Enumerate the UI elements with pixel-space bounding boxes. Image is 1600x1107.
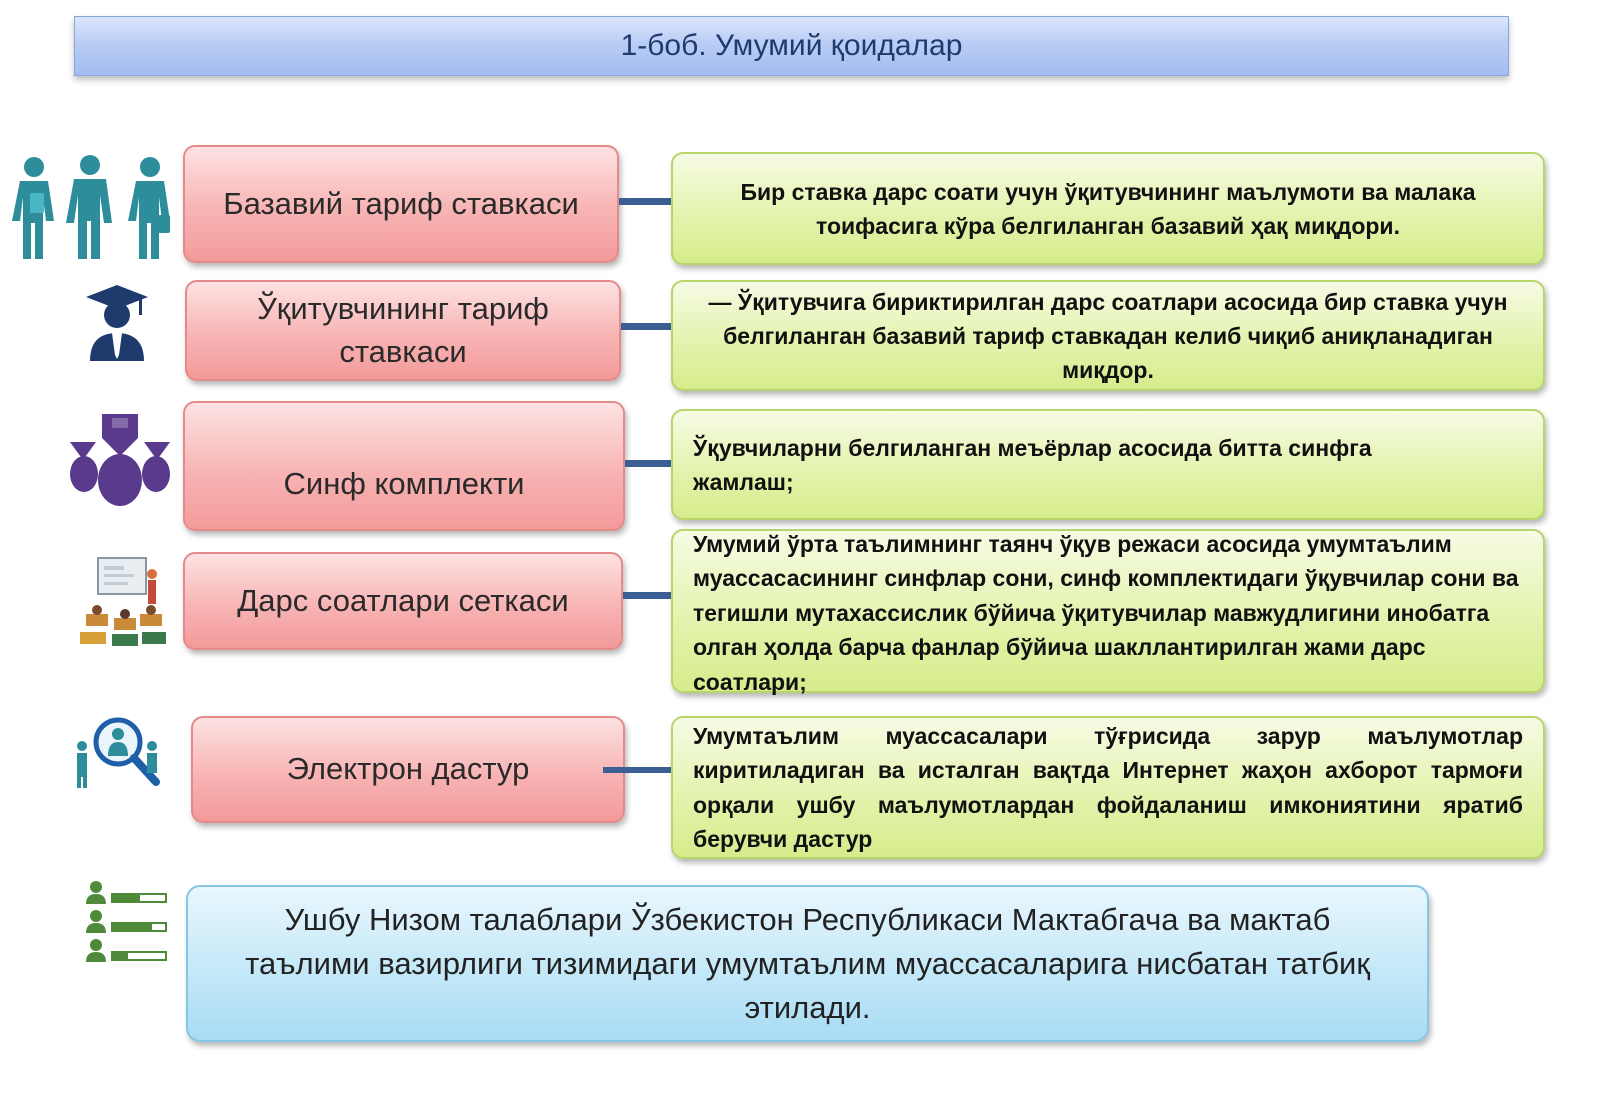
classroom-icon — [76, 556, 170, 648]
connector-line — [623, 592, 671, 599]
term-label: Дарс соатлари сеткаси — [237, 582, 569, 618]
description-box-teacher-tariff — [671, 280, 1545, 391]
term-label: Синф комплекти — [283, 465, 525, 501]
description-box-electronic-program — [671, 716, 1545, 859]
description-text: Умумий ўрта таълимнинг таянч ўқув режаси асосида умумтаълим муассасасининг синфлар сони, синф комплектидаги ўқувчилар сони ва тегишли мутахассислик бўйича ўқитувчилар мавжудлигини инобатга олган ҳолда барча фанлар бўйича шакллантирилган жами дарс соатлари; — [693, 530, 1519, 695]
term-box-base-tariff — [183, 145, 619, 263]
description-text: — Ўқитувчига бириктирилган дарс соатлари асосида бир ставка учун белгиланган базавий тариф ставкадан келиб чиқиб аниқланадиган миқдор. — [708, 288, 1508, 383]
term-box-class-complex — [183, 401, 625, 531]
ranking-list-icon — [82, 880, 172, 966]
connector-line — [621, 323, 671, 330]
search-people-icon — [72, 716, 162, 790]
term-box-teacher-tariff — [185, 280, 621, 381]
term-box-electronic-program — [191, 716, 625, 823]
description-box-base-tariff — [671, 152, 1545, 265]
group-icon — [68, 412, 172, 510]
footer-text: Ушбу Низом талаблари Ўзбекистон Республикаси Мактабгача ва мактаб таълими вазирлиги тизимидаги умумтаълим муассасаларига нисбатан татбиқ этилади. — [245, 901, 1370, 1025]
description-box-lesson-grid — [671, 529, 1545, 693]
term-label: Электрон дастур — [286, 751, 530, 787]
business-people-icon — [8, 155, 173, 263]
description-text: Умумтаълим муассасалари тўғрисида зарур маълумотлар киритиладиган ва исталган вақтда Интернет жаҳон ахборот тармоғи орқали ушбу маълумотлардан фойдаланиш имкониятини яратиб берувчи дастур — [693, 722, 1523, 852]
page-title-text: 1-боб. Умумий қоидалар — [620, 29, 963, 62]
term-label: Ўқитувчининг тариф ставкаси — [257, 290, 549, 369]
connector-line — [619, 198, 671, 205]
description-text: Ўқувчиларни белгиланган меъёрлар асосида битта синфга жамлаш; — [693, 434, 1372, 495]
graduate-icon — [84, 283, 150, 363]
description-box-class-complex — [671, 409, 1545, 520]
page-title — [74, 16, 1509, 76]
connector-line — [625, 460, 671, 467]
term-label: Базавий тариф ставкаси — [223, 185, 579, 221]
footer-note-box — [186, 885, 1429, 1042]
term-box-lesson-grid — [183, 552, 623, 650]
description-text: Бир ставка дарс соати учун ўқитувчининг маълумоти ва малака тоифасига кўра белгиланган базавий ҳақ миқдори. — [740, 178, 1476, 239]
